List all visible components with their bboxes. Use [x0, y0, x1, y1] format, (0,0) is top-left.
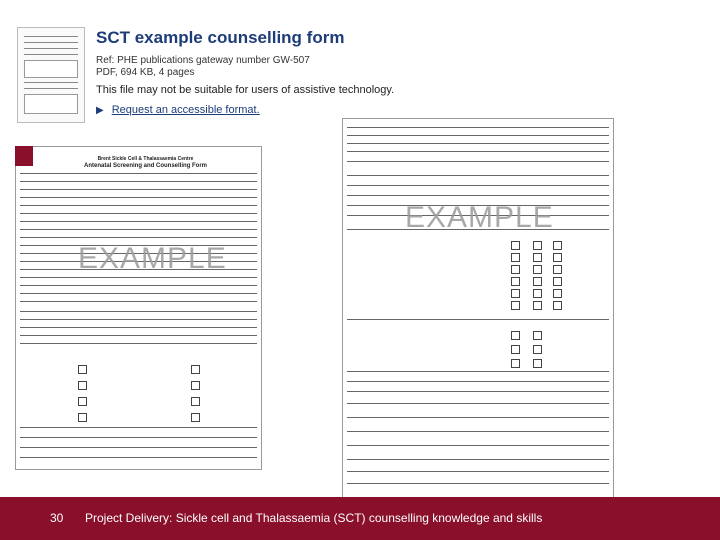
watermark-left: EXAMPLE	[78, 242, 227, 275]
form-page-left	[15, 146, 262, 470]
request-accessible-format-link[interactable]	[96, 104, 260, 116]
document-thumbnail[interactable]	[17, 27, 85, 123]
arrow-right-icon: ▶	[96, 105, 104, 116]
watermark-right: EXAMPLE	[405, 201, 554, 234]
slide-caption: Project Delivery: Sickle cell and Thalassaemia (SCT) counselling knowledge and skills	[85, 511, 543, 525]
form-title-line2: Antenatal Screening and Counselling Form	[83, 163, 207, 169]
form-logo-mark	[15, 146, 33, 166]
document-reference: Ref: PHE publications gateway number GW-507	[96, 55, 310, 66]
form-page-right	[342, 118, 614, 500]
slide-footer	[0, 497, 720, 540]
accessibility-note: This file may not be suitable for users of assistive technology.	[96, 84, 395, 96]
slide-number: 30	[50, 511, 64, 525]
request-link-label: Request an accessible format.	[111, 104, 260, 116]
document-format: PDF, 694 KB, 4 pages	[96, 67, 195, 78]
document-title[interactable]: SCT example counselling form	[96, 28, 345, 47]
form-title-line1: Brent Sickle Cell & Thalassaemia Centre	[97, 156, 194, 162]
